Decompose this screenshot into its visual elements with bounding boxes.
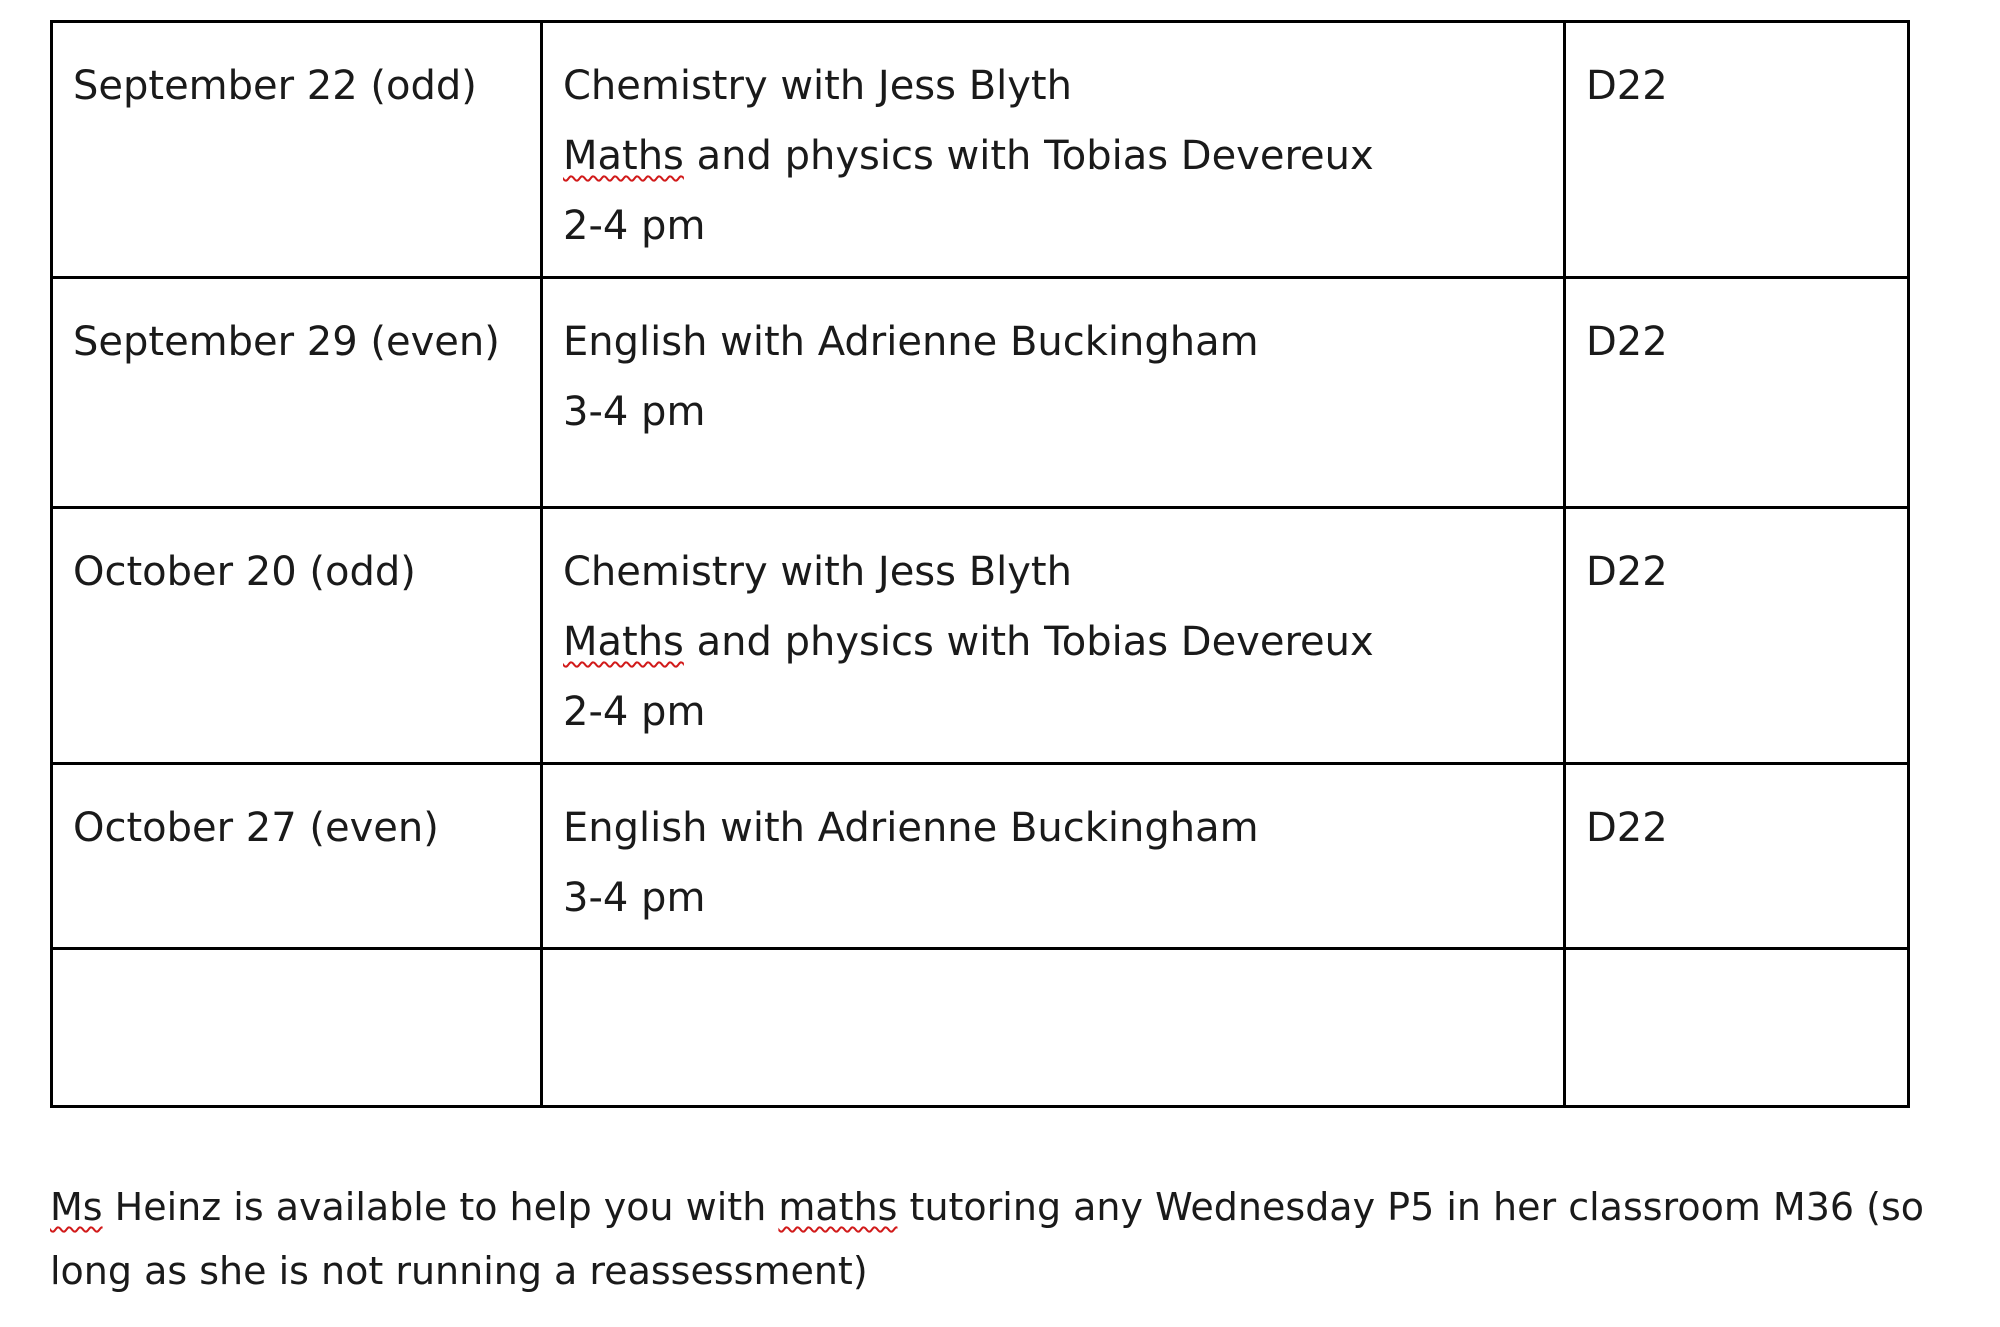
subject-text: 2-4 pm: [563, 203, 706, 249]
subject-cell: [542, 764, 1565, 949]
room-number: D22: [1586, 319, 1668, 365]
subject-cell: [542, 949, 1565, 1107]
spellcheck-flagged-word: Maths: [563, 619, 684, 665]
note-text: Heinz is available to help you with: [102, 1185, 779, 1229]
date-cell: [52, 764, 542, 949]
subject-line: [563, 537, 1543, 607]
subject-text: English with Adrienne Buckingham: [563, 319, 1259, 365]
room-number: D22: [1586, 63, 1668, 109]
subject-line: [563, 121, 1543, 191]
date-cell: [52, 949, 542, 1107]
room-cell: [1565, 22, 1909, 278]
table-row: [52, 278, 1909, 508]
date-cell: [52, 508, 542, 764]
subject-line: [563, 863, 1543, 933]
session-date: October 20 (odd): [73, 549, 416, 595]
room-number: D22: [1586, 549, 1668, 595]
subject-cell: [542, 508, 1565, 764]
subject-text: and physics with Tobias Devereux: [683, 133, 1374, 179]
room-cell: [1565, 764, 1909, 949]
subject-line: [563, 793, 1543, 863]
schedule-table: [50, 20, 1910, 1108]
session-date: September 22 (odd): [73, 63, 477, 109]
subject-text: Chemistry with Jess Blyth: [563, 549, 1072, 595]
session-date: September 29 (even): [73, 319, 500, 365]
date-cell: [52, 278, 542, 508]
subject-text: Chemistry with Jess Blyth: [563, 63, 1072, 109]
table-row: [52, 764, 1909, 949]
subject-text: and physics with Tobias Devereux: [683, 619, 1374, 665]
room-cell: [1565, 278, 1909, 508]
subject-text: English with Adrienne Buckingham: [563, 805, 1259, 851]
subject-line: [563, 677, 1543, 747]
room-number: D22: [1586, 805, 1668, 851]
subject-text: 2-4 pm: [563, 689, 706, 735]
date-cell: [52, 22, 542, 278]
table-row: [52, 508, 1909, 764]
note-text: tutoring any Wednesday P5 in her classroom M36 (so long as she is not running a reassessment): [50, 1185, 1925, 1293]
room-cell: [1565, 508, 1909, 764]
table-row: [52, 22, 1909, 278]
subject-line: [563, 191, 1543, 261]
subject-line: [563, 51, 1543, 121]
subject-cell: [542, 22, 1565, 278]
room-cell: [1565, 949, 1909, 1107]
table-row: [52, 949, 1909, 1107]
tutoring-note: [50, 1175, 1995, 1303]
subject-cell: [542, 278, 1565, 508]
session-date: October 27 (even): [73, 805, 439, 851]
spellcheck-flagged-word: Ms: [50, 1185, 103, 1229]
subject-text: 3-4 pm: [563, 389, 706, 435]
subject-line: [563, 307, 1543, 377]
spellcheck-flagged-word: Maths: [563, 133, 684, 179]
spellcheck-flagged-word: maths: [778, 1185, 898, 1229]
subject-line: [563, 607, 1543, 677]
subject-text: 3-4 pm: [563, 875, 706, 921]
subject-line: [563, 377, 1543, 447]
